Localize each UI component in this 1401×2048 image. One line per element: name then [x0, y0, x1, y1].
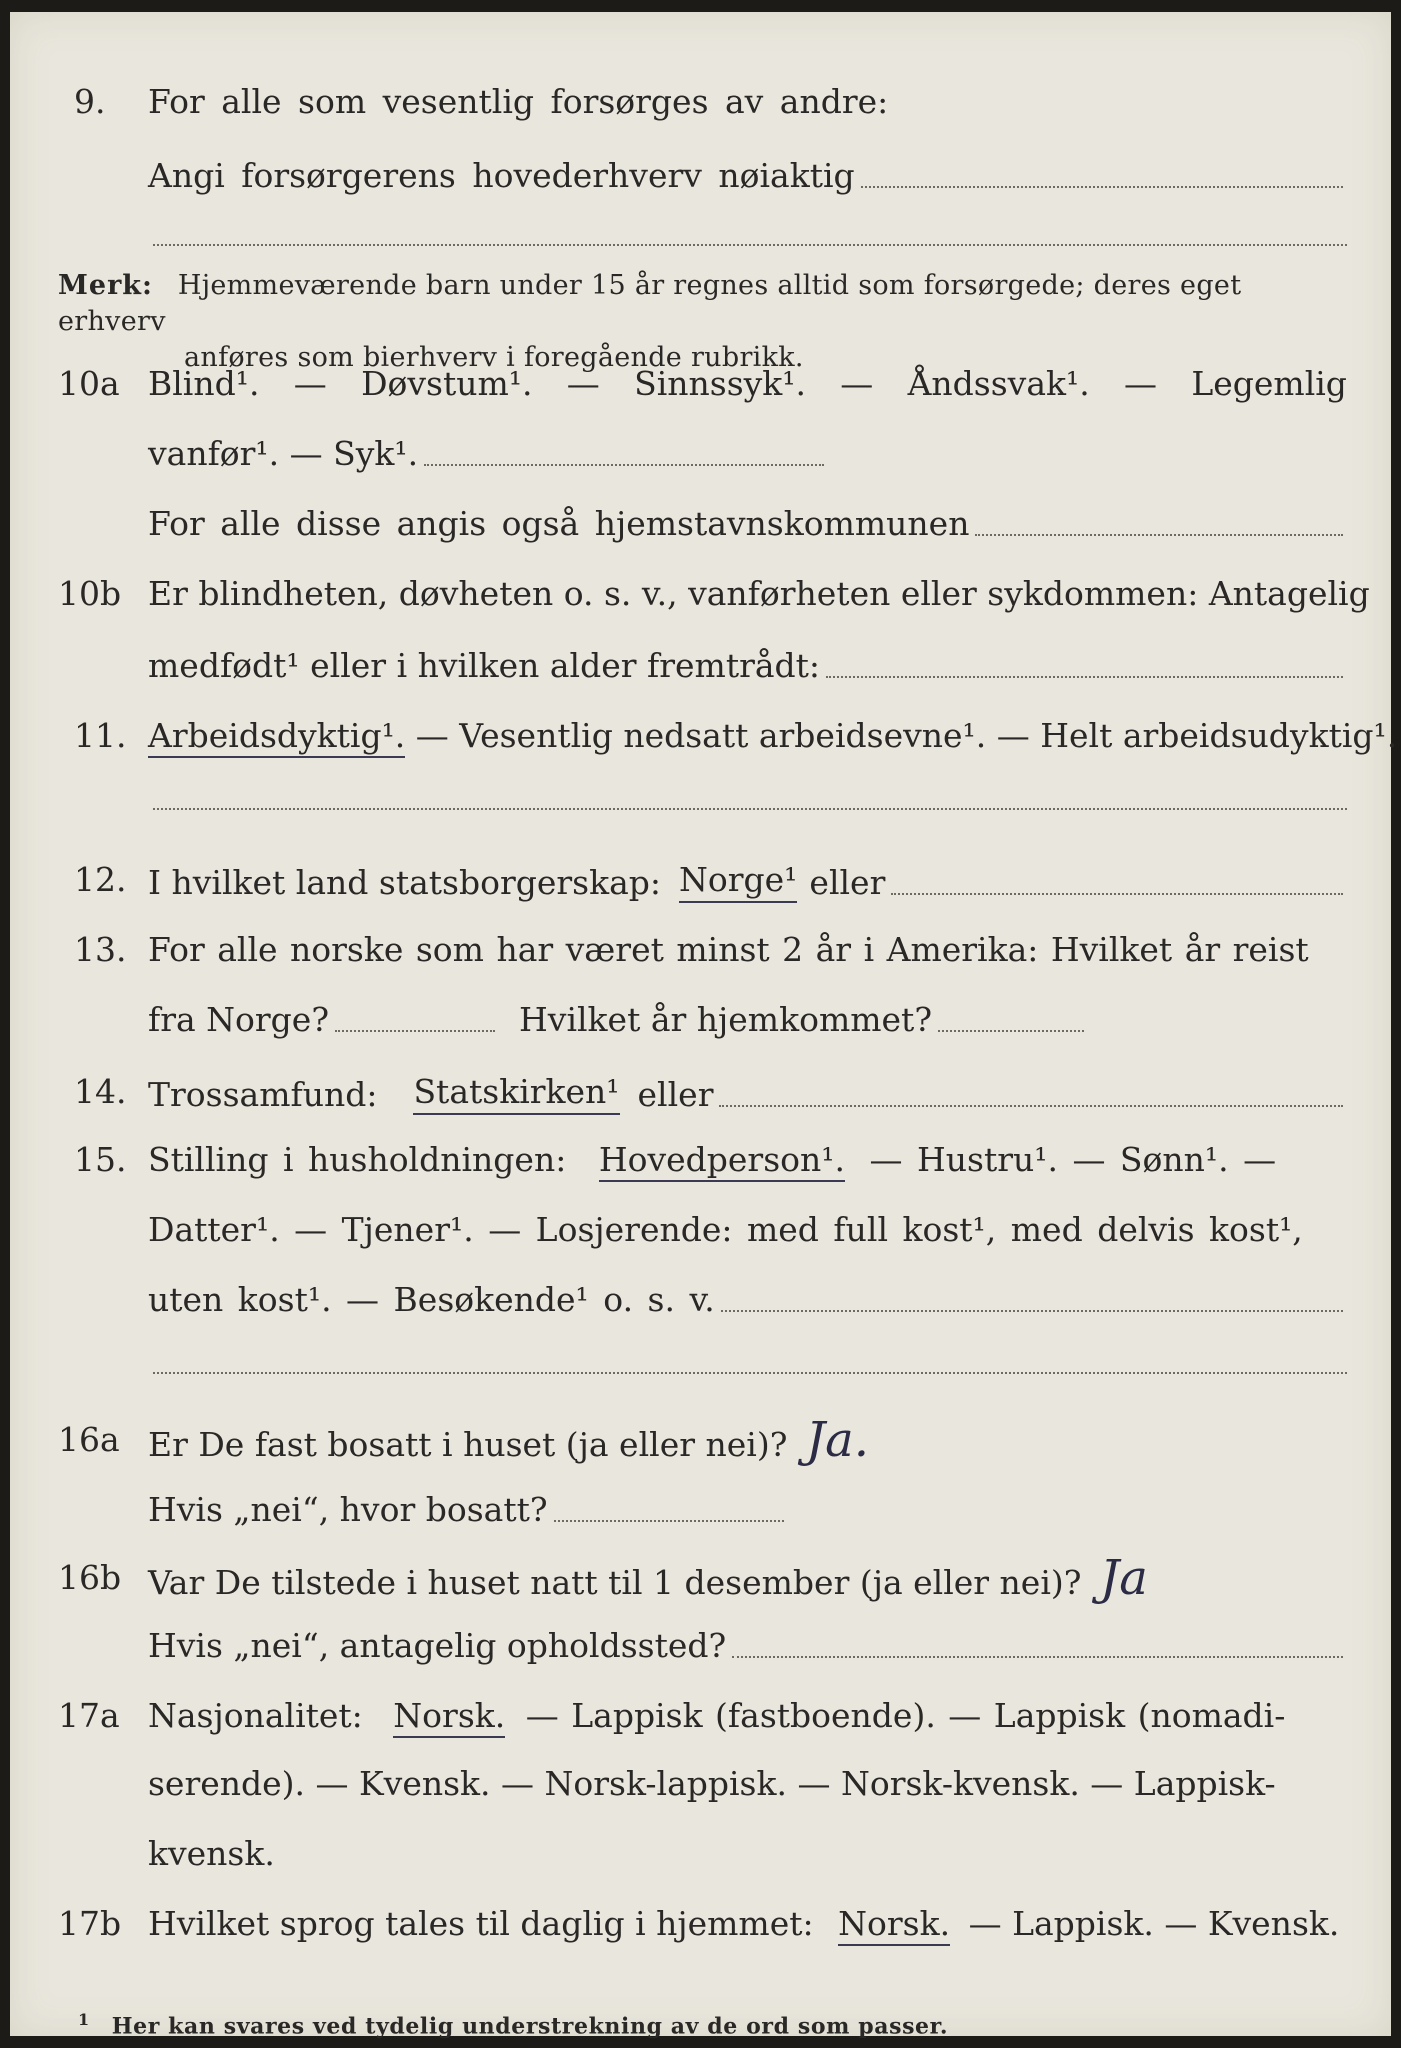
q15-text: Stilling i husholdningen: [148, 1140, 567, 1179]
q13-left-label: fra Norge? [148, 1000, 330, 1039]
q14-eller: eller [637, 1075, 714, 1114]
q10a-sinnssyk: Sinnssyk¹. [634, 364, 806, 403]
q16a-where-label: Hvis „nei“, hvor bosatt? [148, 1490, 548, 1529]
census-form-page [10, 12, 1398, 2040]
q13-returned-label: Hvilket år hjemkommet? [519, 1000, 933, 1039]
q14-number: 14. [74, 1072, 127, 1111]
q17a-text: Nasjonalitet: [148, 1696, 363, 1735]
q16a-number: 16a [58, 1420, 120, 1459]
q15-household-field[interactable] [721, 1310, 1343, 1312]
q17b-norsk-underlined: Norsk. [838, 1904, 950, 1946]
q16b-place-field[interactable] [732, 1656, 1343, 1658]
q10a-hometown-field[interactable] [975, 534, 1343, 536]
q9-text: For alle som vesentlig forsørges av andre: [148, 82, 889, 121]
q10a-number: 10a [58, 364, 120, 403]
merk-label: Merk: [58, 270, 153, 301]
q10a-hometown-label: For alle disse angis også hjemstavnskommunen [148, 504, 970, 543]
q12-text: I hvilket land statsborgerskap: [148, 863, 662, 902]
q11-other-options: — Vesentlig nedsatt arbeidsevne¹. — Helt arbeidsudyktig¹. [415, 716, 1398, 755]
q10a-dash: — [566, 364, 600, 403]
q12-country-field[interactable] [891, 893, 1343, 895]
q13-returned-year-field[interactable] [938, 1030, 1084, 1032]
q10b-age-label: medfødt¹ eller i hvilken alder fremtrådt: [148, 646, 821, 685]
footnote-text: Her kan svares ved tydelig understrekning av de ord som passer. [111, 2013, 949, 2040]
q17a-options-a: — Lappisk (fastboende). — Lappisk (nomadi- [525, 1696, 1286, 1735]
q16b-number: 16b [58, 1558, 122, 1597]
q17a-number: 17a [58, 1696, 120, 1735]
q12-norge-underlined: Norge¹ [679, 860, 797, 903]
q16a-text: Er De fast bosatt i huset (ja eller nei)? [148, 1425, 788, 1464]
q10a-dash: — [1124, 364, 1158, 403]
merk-line2: anføres som bierhverv i foregående rubrikk. [184, 342, 804, 373]
q17b-text: Hvilket sprog tales til daglig i hjemmet: [148, 1904, 814, 1943]
merk-note [58, 268, 1347, 376]
q13-text: For alle norske som har været minst 2 år i Amerika: Hvilket år reist [148, 930, 1309, 969]
q12-number: 12. [74, 860, 127, 899]
q14-text: Trossamfund: [148, 1075, 378, 1114]
q15-options-a: — Hustru¹. — Sønn¹. — [869, 1140, 1277, 1179]
q11-arbeidsdyktig-underlined: Arbeidsdyktig¹. [148, 716, 405, 758]
q10a-vanfor-syk: vanfør¹. — Syk¹. [148, 434, 419, 473]
q17b-number: 17b [58, 1904, 122, 1943]
q10b-number: 10b [58, 574, 122, 613]
q9-number: 9. [74, 82, 106, 121]
q13-left-year-field[interactable] [335, 1030, 495, 1032]
q17b-options: — Lappisk. — Kvensk. [968, 1904, 1340, 1943]
q16a-where-field[interactable] [554, 1520, 784, 1522]
q14-statskirken-underlined: Statskirken¹ [413, 1072, 619, 1115]
q10a-dash: — [840, 364, 874, 403]
footnote-mark: 1 [78, 2010, 90, 2029]
q16b-text: Var De tilstede i huset natt til 1 desember (ja eller nei)? [148, 1563, 1082, 1602]
q10a-legemlig: Legemlig [1191, 364, 1347, 403]
q16b-place-label: Hvis „nei“, antagelig opholdssted? [148, 1626, 727, 1665]
q15-extra-field[interactable] [153, 1372, 1347, 1374]
q15-options-b: Datter¹. — Tjener¹. — Losjerende: med full kost¹, med delvis kost¹, [148, 1210, 1303, 1249]
q9-provider-label: Angi forsørgerens hovederhverv nøiaktig [148, 156, 855, 195]
q15-hovedperson-underlined: Hovedperson¹. [599, 1140, 845, 1182]
q10a-options [148, 364, 1347, 404]
q15-number: 15. [74, 1140, 127, 1179]
q10a-dovstum: Døvstum¹. [361, 364, 533, 403]
q11-number: 11. [74, 716, 127, 755]
footnote [78, 2010, 948, 2039]
q12-eller: eller [809, 863, 886, 902]
q17a-options-c: kvensk. [148, 1834, 275, 1873]
merk-line1: Hjemmeværende barn under 15 år regnes alltid som forsørgede; deres eget erhverv [58, 270, 1242, 337]
q13-number: 13. [74, 930, 127, 969]
q17a-options-b: serende). — Kvensk. — Norsk-lappisk. — Norsk-kvensk. — Lappisk- [148, 1764, 1276, 1803]
q16b-handwritten-answer: Ja [1099, 1550, 1148, 1606]
q16a-handwritten-answer: Ja. [805, 1412, 870, 1468]
q14-religion-field[interactable] [719, 1105, 1343, 1107]
q15-options-c: uten kost¹. — Besøkende¹ o. s. v. [148, 1280, 715, 1319]
q11-extra-field[interactable] [153, 808, 1347, 810]
q9-extra-field[interactable] [153, 244, 1347, 246]
q9-provider-field[interactable] [861, 186, 1343, 188]
q10a-andssvak: Åndssvak¹. [907, 364, 1090, 403]
q17a-norsk-underlined: Norsk. [393, 1696, 505, 1738]
q10a-dash: — [293, 364, 327, 403]
q10a-answer-field[interactable] [424, 464, 824, 466]
q10b-text: Er blindheten, døvheten o. s. v., vanførheten eller sykdommen: Antagelig [148, 574, 1370, 613]
q10a-blind: Blind¹. [148, 364, 260, 403]
q10b-age-field[interactable] [826, 676, 1343, 678]
